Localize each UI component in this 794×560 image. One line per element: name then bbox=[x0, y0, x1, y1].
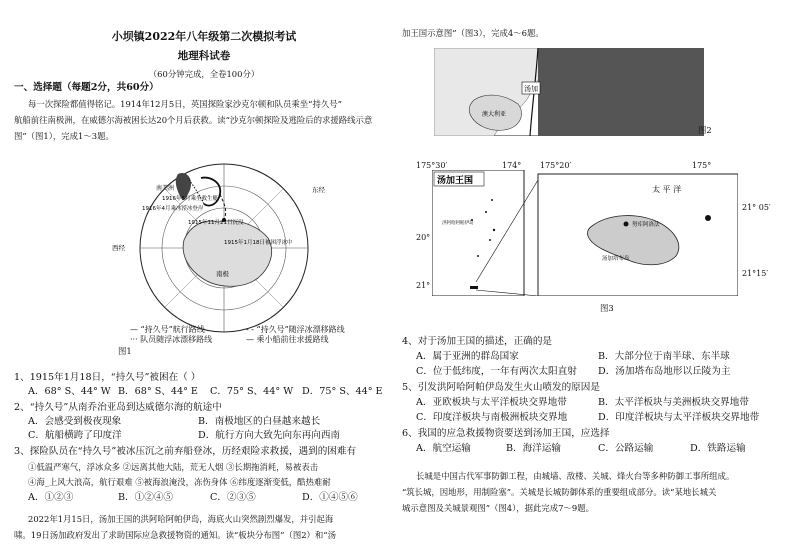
passage3-line-3: 城示意图及关城景观图”（图4），据此完成7～9题。 bbox=[402, 503, 594, 513]
fig1-route-label-3: 1915年11月21日沉没 bbox=[188, 220, 244, 226]
fig3-lon-left-2: 174° bbox=[502, 161, 522, 170]
question-5: 5、引发洪阿哈阿帕伊岛发生火山喷发的原因是 bbox=[402, 382, 600, 393]
figure-3-tonga-map bbox=[432, 170, 738, 296]
fig1-label-west: 西经 bbox=[112, 244, 125, 252]
q2-option-d: D．航行方向大致先向东再向西南 bbox=[198, 430, 341, 441]
passage3-line-1: 长城是中国古代军事防御工程，由城墙、敌楼、关城、烽火台等多种防御工事所组成。 bbox=[416, 471, 735, 481]
q5-option-b: B．太平洋板块与美洲板块交界地带 bbox=[598, 397, 749, 408]
q1-option-b: B．68° S、44° E bbox=[118, 386, 198, 397]
fig1-label-east: 东经 bbox=[312, 186, 325, 194]
fig3-lat-right-2: 21°15′ bbox=[742, 269, 769, 278]
legend-item-1: — “持久号”航行路线 bbox=[130, 325, 205, 334]
q2-option-c: C．航船横跨了印度洋 bbox=[28, 430, 122, 441]
fig3-inset-frame bbox=[432, 170, 524, 296]
legend-item-2: - - “持久号”随浮冰漂移路线 bbox=[246, 325, 345, 334]
fig1-label-south-pole: 南极 bbox=[216, 270, 229, 278]
q1-option-a: A．68° S、44° W bbox=[28, 386, 111, 397]
route-drift bbox=[220, 194, 226, 220]
q6-option-b: B．海洋运输 bbox=[506, 443, 562, 454]
intro-line-3: 图”（图1），完成1～3题。 bbox=[14, 131, 114, 141]
legend-item-4: — 乘小船前往求援路线 bbox=[246, 335, 329, 344]
exam-note: （60分钟完成，全卷100分） bbox=[148, 69, 260, 79]
fig3-lon-left-1: 175°30′ bbox=[416, 161, 448, 170]
q3-statements-line-2: ④海_上风大浪高，航行艰难 ⑤被海浪淹没，冻伤身体 ⑥纬度逐渐变低，酷热难耐 bbox=[28, 477, 331, 487]
q2-option-b: B．南极地区的白昼越来越长 bbox=[198, 416, 321, 427]
q3-answer-a: A．①②③ bbox=[28, 492, 74, 503]
passage3-line-2: “筑长城，因地形，用制险塞”。关城是长城防御体系的重要组成部分。读“某地长城关 bbox=[402, 487, 717, 497]
fig3-lat-left-1: 20° bbox=[416, 233, 431, 242]
q2-option-a: A．会感受到极夜现象 bbox=[28, 416, 122, 427]
fig3-lon-right-1: 175°20′ bbox=[540, 161, 572, 170]
figure-1-map bbox=[106, 148, 346, 348]
passage2-line-3: 加王国示意图”（图3），完成4～6题。 bbox=[402, 28, 544, 38]
q4-option-b: B．大部分位于南半球、东半球 bbox=[598, 351, 730, 362]
q3-answer-d: D．①④⑤⑥ bbox=[302, 492, 358, 503]
q5-option-a: A．亚欧板块与太平洋板块交界地带 bbox=[416, 397, 567, 408]
section-heading: 一、选择题（每题2分，共60分） bbox=[14, 82, 159, 93]
question-6: 6、我国的应急救援物资要送到汤加王国，应选择 bbox=[402, 428, 610, 439]
q1-option-d: D．75° S、44° E bbox=[302, 386, 383, 397]
passage2-line-1: 2022年1月15日，汤加王国的洪阿哈阿帕伊岛，海底火山突然剧烈爆发，并引起海 bbox=[28, 514, 334, 524]
intro-line-1: 每一次探险都值得铭记。1914年12月5日，英国探险家沙克尔顿和队员乘坐“持久号” bbox=[28, 99, 342, 109]
fig3-lon-right-2: 175° bbox=[692, 161, 712, 170]
fig1-label-south-america: 南美洲 bbox=[156, 185, 175, 192]
q3-answer-c: C．②③⑤ bbox=[210, 492, 256, 503]
question-2: 2、“持久号”从南乔治亚岛到达威德尔海的航途中 bbox=[14, 402, 222, 413]
fig3-lat-left-2: 21° bbox=[416, 281, 431, 290]
fig2-australia-label: 澳大利亚 bbox=[482, 111, 507, 118]
q6-option-a: A．航空运输 bbox=[416, 443, 471, 454]
fig3-sea-label: 太 平 洋 bbox=[652, 185, 682, 194]
exam-title: 小坝镇2022年八年级第二次模拟考试 bbox=[111, 30, 297, 43]
q4-option-a: A．属于亚洲的群岛国家 bbox=[416, 351, 519, 362]
fig2-caption: 图2 bbox=[698, 125, 712, 135]
q4-option-d: D．汤加塔布岛地形以丘陵为主 bbox=[598, 366, 731, 377]
fig2-tonga-label: 汤加 bbox=[524, 85, 538, 93]
q6-option-c: C．公路运输 bbox=[598, 443, 654, 454]
q3-statements-line-1: ①低温严寒气，浮冰众多 ②远离其他大陆，荒无人烟 ③长期拖消耗，易被表击 bbox=[28, 462, 319, 472]
q5-option-d: D．印度洋板块与太平洋板块交界地带 bbox=[598, 412, 760, 423]
fig1-caption: 图1 bbox=[118, 346, 132, 356]
intro-line-2: 航船前往南极洲，在威德尔海被困长达20个月后获救。读“沙克尔顿探险及逃险后的求援路线示意 bbox=[14, 115, 373, 125]
question-4: 4、对于汤加王国的描述，正确的是 bbox=[402, 336, 553, 347]
fig3-caption: 图3 bbox=[600, 303, 614, 313]
legend-item-3: ··· 队员随浮冰漂移路线 bbox=[130, 335, 213, 344]
passage2-line-2: 啸。19日汤加政府发出了求助国际应急救援物资的通知。读“板块分布图”（图2）和“汤 bbox=[14, 530, 336, 540]
question-3: 3、探险队员在“持久号”被冰压沉之前弃船登冰，历经艰险求救援，遇到的困难有 bbox=[14, 446, 357, 457]
fig3-inset-volcano-label: 洪阿哈阿帕伊岛 bbox=[442, 221, 474, 226]
fig1-route-label-4: 1915年1月18日被困浮冰中 bbox=[224, 240, 293, 246]
q6-option-d: D．铁路运输 bbox=[690, 443, 746, 454]
fig3-inset-title: 汤加王国 bbox=[437, 176, 474, 186]
fig1-route-label-2: 1916年4月乘冰浮冰登岸 bbox=[142, 206, 204, 212]
fig3-island-label: 汤加塔布岛 bbox=[602, 256, 630, 262]
fig3-lat-right-1: 21° 05′ bbox=[742, 203, 771, 212]
question-1: 1、1915年1月18日，“持久号”被困在（ ） bbox=[14, 372, 201, 383]
exam-subject: 地理科试卷 bbox=[177, 50, 231, 62]
q5-option-c: C．印度洋板块与南极洲板块交界地 bbox=[416, 412, 568, 423]
pacific-plate-area bbox=[538, 48, 704, 136]
q1-option-c: C．75° S、44° W bbox=[210, 386, 294, 397]
figure-2-plate-map bbox=[434, 48, 704, 136]
q3-answer-b: B．①②④⑤ bbox=[118, 492, 174, 503]
fig1-route-label-1: 1916年5月乘坐救生艇 bbox=[162, 196, 218, 202]
q4-option-c: C．位于低纬度，一年有两次太阳直射 bbox=[416, 366, 577, 377]
fig3-capital-label: 努库阿洛法 bbox=[632, 222, 660, 228]
